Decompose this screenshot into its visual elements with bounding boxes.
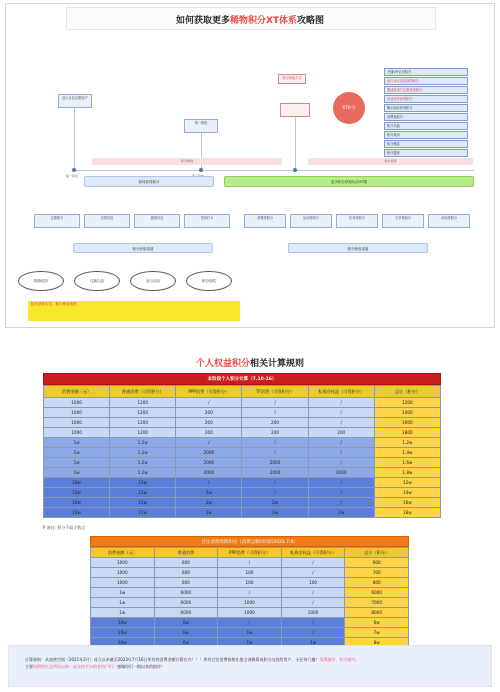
- table-cell: 700: [345, 568, 409, 578]
- flow-right-item: 参与社区活动获得积分: [384, 77, 468, 85]
- table-current-period: [43, 373, 441, 518]
- calc-text-3: 感谢你们一路以来的陪伴！: [117, 664, 165, 669]
- table-row: [91, 578, 409, 588]
- timeline-dot: [293, 168, 297, 172]
- table-cell: 6000: [154, 598, 218, 608]
- table2-header-row: [91, 548, 409, 558]
- table-cell: 1000: [44, 398, 110, 408]
- table-cell: /: [308, 488, 374, 498]
- table-cell: 1000: [44, 408, 110, 418]
- table-row: [44, 448, 441, 458]
- table2-body: [91, 558, 409, 648]
- table-cell: 2000: [176, 448, 242, 458]
- table-cell: 1.2w: [110, 468, 176, 478]
- table1-footnote: P 备注: 积分不取小数点: [43, 525, 86, 530]
- stage-left: 如何获得积分: [84, 176, 214, 187]
- table-cell: 1800: [374, 428, 440, 438]
- table-cell: 1600: [374, 418, 440, 428]
- table-row: [44, 478, 441, 488]
- table-cell: 100: [281, 578, 345, 588]
- table-row: [44, 468, 441, 478]
- table-row: [44, 458, 441, 468]
- timeline-bar-left: 积分规则: [92, 158, 282, 165]
- table-cell: 6000: [345, 588, 409, 598]
- table-row: [91, 558, 409, 568]
- table-cell: 7w: [345, 628, 409, 638]
- table-cell: 7000: [345, 598, 409, 608]
- table-row: [44, 488, 441, 498]
- table-cell: 1w: [44, 458, 110, 468]
- table-cell: 6w: [345, 618, 409, 628]
- table1-header-cell: PPP消费（可得积分）: [176, 386, 242, 398]
- table-cell: 1000: [91, 558, 155, 568]
- table-cell: /: [218, 558, 282, 568]
- table-cell: 1w: [44, 438, 110, 448]
- flow-right-item: 积分赠送: [384, 140, 468, 148]
- table-cell: /: [218, 588, 282, 598]
- table-cell: 600: [154, 578, 218, 588]
- table-cell: 1w: [44, 468, 110, 478]
- table-cell: 1.2w: [110, 448, 176, 458]
- table-cell: 10w: [44, 488, 110, 498]
- calc-text-2: 主要: [25, 664, 33, 669]
- table-cell: 1000: [44, 418, 110, 428]
- table-cell: 1000: [281, 608, 345, 618]
- table-cell: 1w: [91, 588, 155, 598]
- right-method-box: 评论得积分: [428, 214, 470, 228]
- table1-caption: 本阶段个人积分计算（7.10-16）: [43, 373, 441, 385]
- table-cell: 1w: [91, 598, 155, 608]
- table-cell: 2000: [242, 458, 308, 468]
- table-cell: /: [218, 618, 282, 628]
- table-cell: 2000: [242, 468, 308, 478]
- table-cell: 1w: [281, 638, 345, 648]
- table-cell: 1.2w: [110, 458, 176, 468]
- table-cell: /: [242, 448, 308, 458]
- flow-right-item: 邀请新用户注册获得积分: [384, 86, 468, 94]
- table-cell: /: [281, 628, 345, 638]
- table-cell: 6000: [154, 588, 218, 598]
- table-cell: 200: [242, 428, 308, 438]
- table-cell: 200: [308, 428, 374, 438]
- calc-highlight-1: 消费越多，积分越多。: [319, 657, 360, 662]
- table-row: [44, 418, 441, 428]
- table-cell: 100: [218, 568, 282, 578]
- oval-item: 兑换礼品: [74, 271, 120, 291]
- table-row: [44, 508, 441, 518]
- section-title-highlight: 个人权益积分: [195, 359, 250, 369]
- table-cell: 2000: [176, 468, 242, 478]
- flow-title-prefix: 如何获取更多: [175, 16, 230, 26]
- table-cell: /: [176, 478, 242, 488]
- flow-right-item: 购买商品获得积分: [384, 104, 468, 112]
- table-cell: 1200: [374, 398, 440, 408]
- table-cell: 6w: [154, 638, 218, 648]
- table-cell: 600: [154, 558, 218, 568]
- left-question: 积分获取渠道: [73, 243, 213, 253]
- table1-body: [44, 398, 441, 518]
- table-past-period: [90, 536, 409, 648]
- right-method-box: 活动得积分: [290, 214, 332, 228]
- table-cell: /: [308, 448, 374, 458]
- timeline-label-left: 第一阶段: [66, 174, 79, 178]
- table-cell: 8000: [345, 608, 409, 618]
- method-box: 签到打卡: [184, 214, 230, 228]
- table-row: [44, 408, 441, 418]
- flow-box-get-methods: 积分获取方式: [278, 74, 306, 84]
- table-cell: 1.4w: [374, 448, 440, 458]
- flow-box-red-2: [280, 103, 310, 117]
- oval-item: 参与活动: [130, 271, 176, 291]
- table-row: [44, 498, 441, 508]
- table-cell: 100: [218, 578, 282, 588]
- timeline: [74, 170, 474, 171]
- table-cell: /: [281, 598, 345, 608]
- xt-points-circle: XT积分: [333, 92, 365, 124]
- table-cell: 6w: [154, 628, 218, 638]
- table-cell: 12w: [374, 478, 440, 488]
- table-cell: 800: [345, 578, 409, 588]
- table-cell: /: [242, 438, 308, 448]
- table-cell: 2000: [176, 458, 242, 468]
- right-method-box: 分享得积分: [382, 214, 424, 228]
- yellow-note: 积分获取方式，积分使用规则: [28, 301, 240, 321]
- table-row: [91, 618, 409, 628]
- calc-text-1: 计算规则：从加密空间（2021年3月）成立以来截至2023年7月16日所有的消费金额计算在内！！！所有过往消费按照比值全部换算成积分交投给用户，无任何门槛！: [25, 657, 320, 662]
- section-title-suffix: 相关计算规则: [250, 359, 305, 369]
- table-cell: /: [281, 588, 345, 598]
- table-cell: 2000: [308, 468, 374, 478]
- table-cell: 1200: [110, 418, 176, 428]
- table1-header-cell: 总计（积分）: [374, 386, 440, 398]
- table1-header-row: [44, 386, 441, 398]
- table-cell: 200: [176, 428, 242, 438]
- timeline-dot: [72, 168, 76, 172]
- table-cell: 1200: [110, 408, 176, 418]
- table-cell: 200: [176, 418, 242, 428]
- table-cell: 10w: [91, 618, 155, 628]
- table-cell: 1w: [91, 608, 155, 618]
- table2-caption: 过往消费周期积分（消费总额时间段2023.7.9）: [90, 536, 409, 547]
- table-cell: 2w: [176, 498, 242, 508]
- timeline-bar-right: 积分使用: [308, 158, 473, 165]
- right-method-box: 任务得积分: [336, 214, 378, 228]
- table-cell: 6000: [154, 608, 218, 618]
- table-cell: 1000: [91, 578, 155, 588]
- table-row: [91, 608, 409, 618]
- right-method-box: 消费得积分: [244, 214, 286, 228]
- flow-title-suffix: 攻略图: [297, 16, 325, 26]
- table-cell: 1200: [110, 428, 176, 438]
- calculation-rules: [8, 645, 492, 687]
- table-cell: /: [176, 398, 242, 408]
- table1-header-cell: 普通消费（可得积分）: [110, 386, 176, 398]
- table-cell: 16w: [374, 498, 440, 508]
- connector: [74, 108, 75, 168]
- table-cell: /: [308, 438, 374, 448]
- oval-item: 积分抽奖: [186, 271, 232, 291]
- table-cell: /: [281, 568, 345, 578]
- flow-right-item: 积分抵扣: [384, 131, 468, 139]
- method-box: 邀请好友: [134, 214, 180, 228]
- table-cell: 1.6w: [374, 458, 440, 468]
- method-box: 完善信息: [84, 214, 130, 228]
- table-cell: 10w: [91, 638, 155, 648]
- table-cell: /: [242, 478, 308, 488]
- table-cell: 18w: [374, 508, 440, 518]
- table-cell: 12w: [110, 488, 176, 498]
- table-cell: 1400: [374, 408, 440, 418]
- table-row: [44, 438, 441, 448]
- right-question: 积分使用渠道: [288, 243, 428, 253]
- table1-header-cell: 私募会权益（可得积分）: [308, 386, 374, 398]
- table-cell: 1000: [218, 608, 282, 618]
- stage-right: 更多积分获取玩法XT图: [224, 176, 474, 187]
- table-cell: /: [308, 498, 374, 508]
- table-cell: /: [176, 438, 242, 448]
- flow-right-item: 完成任务获得积分: [384, 95, 468, 103]
- table1: [43, 385, 441, 518]
- table-cell: 2w: [242, 498, 308, 508]
- table1-header-cell: TF消费（可得积分）: [242, 386, 308, 398]
- table-cell: 2w: [176, 488, 242, 498]
- table-cell: /: [242, 408, 308, 418]
- table2-header-cell: PPP消费（可得积分）: [218, 548, 282, 558]
- table-cell: 1.8w: [374, 468, 440, 478]
- table-cell: 12w: [110, 508, 176, 518]
- table-cell: 1.2w: [374, 438, 440, 448]
- table-cell: 10w: [44, 478, 110, 488]
- table-cell: 6w: [154, 618, 218, 628]
- table2-header-cell: 总计（积分）: [345, 548, 409, 558]
- flow-title: [6, 13, 494, 26]
- table-cell: /: [308, 458, 374, 468]
- table-cell: 1200: [110, 398, 176, 408]
- table-row: [91, 568, 409, 578]
- table-cell: 1w: [218, 628, 282, 638]
- flow-panel: [5, 3, 495, 328]
- flow-right-item: 积分提现: [384, 149, 468, 157]
- table-cell: /: [308, 408, 374, 418]
- flow-right-item: 消费返积分: [384, 113, 468, 121]
- flow-title-highlight: 稀物积分XT体系: [229, 16, 298, 26]
- table2-header-cell: 消费金额（元）: [91, 548, 155, 558]
- table-cell: 1000: [218, 598, 282, 608]
- table-row: [44, 428, 441, 438]
- table-cell: 14w: [374, 488, 440, 498]
- table-cell: 600: [345, 558, 409, 568]
- table-cell: 200: [176, 408, 242, 418]
- table-cell: /: [242, 488, 308, 498]
- flow-box-join: 加入社区注册用户: [58, 94, 92, 108]
- table-row: [91, 588, 409, 598]
- table-cell: 200: [242, 418, 308, 428]
- table-cell: 2w: [308, 508, 374, 518]
- table-cell: 1.2w: [110, 438, 176, 448]
- section-title: [0, 356, 500, 369]
- calc-highlight-2: 回馈给过去两年以来一直支持平台的老用户们！: [33, 664, 117, 669]
- table-cell: /: [281, 618, 345, 628]
- table-cell: /: [308, 478, 374, 488]
- table-row: [44, 398, 441, 408]
- table2: [90, 547, 409, 648]
- flow-box-stage1: 第一阶段: [184, 119, 218, 133]
- table-cell: 1000: [91, 568, 155, 578]
- table-cell: 10w: [44, 508, 110, 518]
- table-cell: 2w: [176, 508, 242, 518]
- table-cell: 600: [154, 568, 218, 578]
- table-cell: /: [308, 418, 374, 428]
- table-cell: /: [242, 398, 308, 408]
- table2-header-cell: 私募会权益（可得积分）: [281, 548, 345, 558]
- table-cell: /: [308, 398, 374, 408]
- table-cell: 12w: [110, 498, 176, 508]
- table-cell: 2w: [242, 508, 308, 518]
- flow-right-item: 积分兑换: [384, 122, 468, 130]
- connector: [295, 117, 296, 169]
- table-cell: 1000: [44, 428, 110, 438]
- table-cell: 1w: [44, 448, 110, 458]
- table-cell: 12w: [110, 478, 176, 488]
- table-row: [91, 598, 409, 608]
- method-box: 注册账号: [34, 214, 80, 228]
- table-cell: 10w: [91, 628, 155, 638]
- table-cell: 1w: [218, 638, 282, 648]
- timeline-dot: [199, 168, 203, 172]
- table-cell: 8w: [345, 638, 409, 648]
- table2-header-cell: 普通消费: [154, 548, 218, 558]
- table1-header-cell: 消费金额（元）: [44, 386, 110, 398]
- flow-right-item: 开通VIP会员积分: [384, 68, 468, 76]
- table-cell: 10w: [44, 498, 110, 508]
- table-cell: /: [281, 558, 345, 568]
- oval-item: 购物抵扣: [18, 271, 64, 291]
- table-row: [91, 628, 409, 638]
